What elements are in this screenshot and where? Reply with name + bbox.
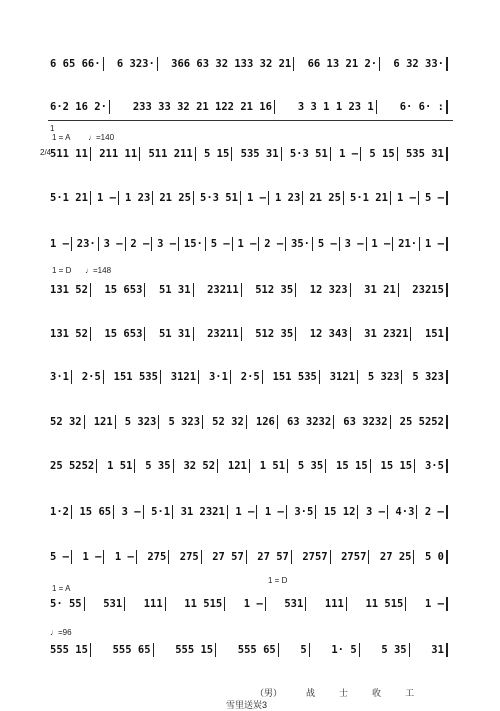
measure: 5 323 (166, 415, 203, 429)
measure: 1 – (235, 237, 259, 251)
measure: 11 515 (363, 597, 406, 611)
measure: 3 – (343, 237, 367, 251)
measure: 27 25 (378, 550, 415, 564)
measure: 35· (289, 237, 313, 251)
measure: 535 31 (404, 147, 448, 161)
measure: 1 – (395, 191, 419, 205)
staff-line-3 (48, 142, 448, 166)
measure: 21 25 (157, 191, 194, 205)
measure: 511 11 (48, 147, 91, 161)
measure: 5 35 (379, 643, 409, 657)
measure: 3·5 (423, 459, 448, 473)
measure: 2 – (262, 237, 286, 251)
measure: 5 323 (366, 370, 403, 384)
measure: 3·1 (48, 370, 72, 384)
staff-line-9 (48, 410, 448, 434)
measure: 3121 (169, 370, 199, 384)
measure: 27 57 (255, 550, 292, 564)
measure: 555 65 (111, 643, 154, 657)
measure: 1 23 (273, 191, 303, 205)
lyric-syllable: 工 (405, 688, 415, 698)
measure: 555 15 (173, 643, 216, 657)
key-signature-a: 1 = A (52, 133, 71, 142)
measure: 2·5 (80, 370, 104, 384)
measure: 2757 (339, 550, 369, 564)
lyric-syllable: 收 (372, 688, 382, 698)
measure: 3·1 (207, 370, 231, 384)
measure: 1· 5 (329, 643, 359, 657)
staff-line-13 (48, 592, 448, 616)
measure: 1 – (423, 237, 448, 251)
measure: 15 653 (102, 327, 145, 341)
measure: 2 – (423, 505, 448, 519)
measure: 366 63 32 133 32 21 (169, 57, 294, 71)
measure: 1 23 (123, 191, 153, 205)
measure: 3121 (328, 370, 358, 384)
measure: 15· (182, 237, 206, 251)
measure: 12 343 (308, 327, 351, 341)
section-divider (48, 120, 453, 121)
key-signature-a: 1 = A (52, 584, 71, 593)
measure: 12 323 (308, 283, 351, 297)
measure: 31 21 (362, 283, 399, 297)
measure: 151 (423, 327, 448, 341)
measure: 1 – (80, 550, 104, 564)
staff-line-12 (48, 545, 448, 569)
measure: 27 57 (210, 550, 247, 564)
measure: 5 – (209, 237, 233, 251)
measure: 1 – (233, 505, 257, 519)
tempo-marking: ♩=148 (85, 266, 112, 275)
measure: 23215 (410, 283, 448, 297)
measure: 555 15 (48, 643, 91, 657)
measure: 3·5 (292, 505, 316, 519)
staff-line-1 (48, 52, 448, 76)
page-footer-title: 雪里送炭3 (226, 700, 268, 710)
measure: 5 35 (143, 459, 173, 473)
measure: 15 65 (77, 505, 114, 519)
measure: 51 31 (157, 283, 194, 297)
measure: 31 2321 (179, 505, 228, 519)
measure: 21 25 (307, 191, 344, 205)
measure: 23211 (205, 327, 242, 341)
measure: 275 (178, 550, 202, 564)
measure: 111 (142, 597, 166, 611)
measure: 23211 (205, 283, 242, 297)
volta-bracket-label: 1 (50, 124, 55, 133)
measure: 6· 6· : (398, 100, 448, 114)
staff-line-5 (48, 232, 448, 256)
measure: 15 15 (334, 459, 371, 473)
measure: 66 13 21 2· (306, 57, 381, 71)
measure: 15 653 (102, 283, 145, 297)
measure: 23· (75, 237, 99, 251)
measure: 4·3 (393, 505, 417, 519)
measure: 51 31 (157, 327, 194, 341)
measure: 21· (396, 237, 420, 251)
measure: 15 15 (379, 459, 416, 473)
staff-line-7 (48, 322, 448, 346)
measure: 151 535 (112, 370, 161, 384)
measure: 3 – (155, 237, 179, 251)
measure: 1 – (337, 147, 361, 161)
measure: 555 65 (236, 643, 279, 657)
measure: 5 – (423, 191, 448, 205)
measure: 535 31 (239, 147, 282, 161)
measure: 5·1 (149, 505, 173, 519)
measure: 531 (282, 597, 306, 611)
measure: 1 – (245, 191, 269, 205)
measure: 3 – (364, 505, 388, 519)
measure: 6 65 66· (48, 57, 104, 71)
measure: 1 51 (105, 459, 135, 473)
staff-line-8 (48, 365, 448, 389)
lyric-syllable: 士 (339, 688, 349, 698)
staff-line-14 (48, 638, 448, 662)
measure: 15 12 (322, 505, 359, 519)
measure: 63 3232 (341, 415, 390, 429)
measure: 233 33 32 21 122 21 16 (131, 100, 275, 114)
measure: 2·5 (239, 370, 263, 384)
measure: 5·1 21 (348, 191, 391, 205)
measure: 32 52 (181, 459, 218, 473)
lyrics-line (255, 686, 414, 699)
measure: 5 – (316, 237, 340, 251)
staff-line-11 (48, 500, 448, 524)
measure: 52 32 (48, 415, 85, 429)
key-signature-d: 1 = D (52, 266, 72, 275)
staff-line-6 (48, 278, 448, 302)
measure: 512 35 (253, 327, 296, 341)
measure: 31 2321 (362, 327, 411, 341)
measure: 5 323 (123, 415, 160, 429)
measure: 131 52 (48, 327, 91, 341)
measure: 5 35 (296, 459, 326, 473)
measure: 52 32 (210, 415, 247, 429)
measure: 1 – (263, 505, 287, 519)
measure: 5 – (48, 550, 72, 564)
measure: 2 – (128, 237, 152, 251)
measure: 151 535 (271, 370, 320, 384)
measure: 3 – (120, 505, 144, 519)
tempo-marking: ♩=96 (50, 628, 72, 637)
measure: 5· 55 (48, 597, 85, 611)
measure: 11 515 (182, 597, 225, 611)
measure: 1 – (369, 237, 393, 251)
lyric-syllable: 战 (306, 688, 316, 698)
measure: 5·3 51 (198, 191, 241, 205)
measure: 111 (323, 597, 347, 611)
measure: 1·2 (48, 505, 72, 519)
measure: 275 (145, 550, 169, 564)
measure: 6·2 16 2· (48, 100, 110, 114)
measure: 131 52 (48, 283, 91, 297)
staff-line-2 (48, 95, 448, 119)
measure: 63 3232 (285, 415, 334, 429)
measure: 511 211 (146, 147, 195, 161)
measure: 5 (298, 643, 309, 657)
measure: 211 11 (97, 147, 140, 161)
measure: 6 323· (115, 57, 158, 71)
lyric-part-label: （男） (255, 688, 283, 698)
measure: 1 – (48, 237, 72, 251)
measure: 126 (254, 415, 278, 429)
tempo-marking: ♩=140 (88, 133, 115, 142)
measure: 6 32 33· (391, 57, 448, 71)
time-signature: 2/4 (40, 148, 52, 157)
measure: 121 (226, 459, 250, 473)
measure: 5 15 (202, 147, 232, 161)
measure: 5 15 (367, 147, 397, 161)
measure: 3 – (102, 237, 126, 251)
measure: 2757 (300, 550, 330, 564)
measure: 1 – (113, 550, 137, 564)
measure: 121 (92, 415, 116, 429)
measure: 1 51 (258, 459, 288, 473)
measure: 531 (101, 597, 125, 611)
staff-line-10 (48, 454, 448, 478)
measure: 1 – (95, 191, 119, 205)
measure: 31 (429, 643, 448, 657)
measure: 25 5252 (48, 459, 97, 473)
key-signature-d: 1 = D (268, 576, 288, 585)
measure: 5 0 (423, 550, 448, 564)
measure: 5 323 (410, 370, 448, 384)
measure: 25 5252 (398, 415, 448, 429)
measure: 1 – (423, 597, 448, 611)
staff-line-4 (48, 186, 448, 210)
measure: 3 3 1 1 23 1 (296, 100, 377, 114)
measure: 512 35 (253, 283, 296, 297)
measure: 5·3 51 (288, 147, 331, 161)
measure: 1 – (242, 597, 266, 611)
measure: 5·1 21 (48, 191, 91, 205)
